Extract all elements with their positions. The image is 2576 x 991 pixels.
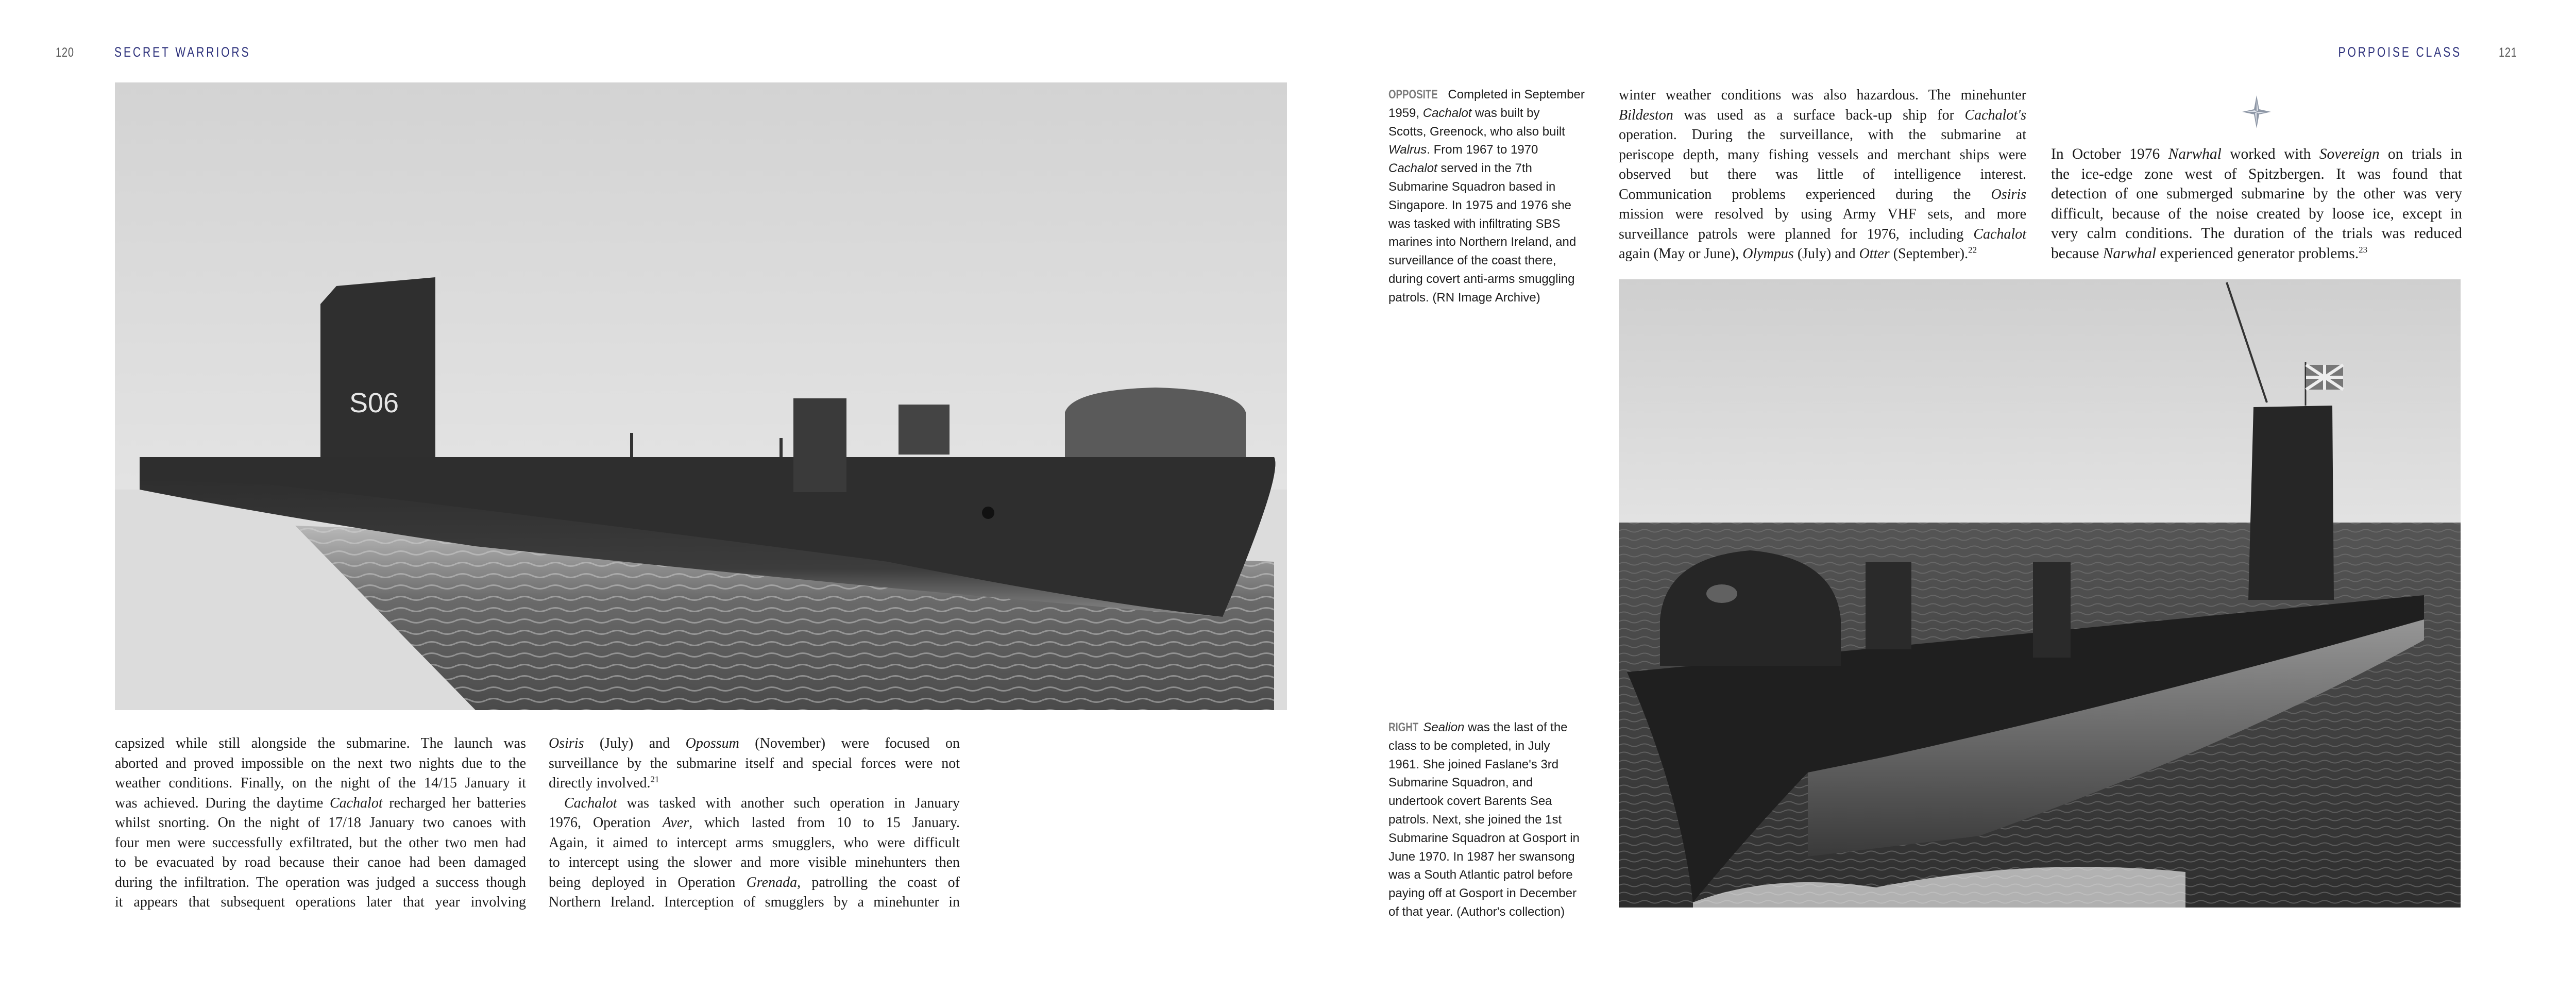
body-column-left-2 bbox=[549, 734, 960, 913]
text-line: Cachalot was tasked with another such operation in January bbox=[564, 795, 960, 811]
text-line: very calm conditions. The duration of the trials was reduced bbox=[2051, 225, 2462, 242]
text-line: Again, it aimed to intercept arms smugglers, who were difficult bbox=[549, 834, 960, 851]
text-line: 1976, Operation Aver, which lasted from 10 to 15 January. bbox=[549, 815, 960, 831]
text-line: Osiris (July) and Opossum (November) were focused on bbox=[549, 735, 960, 751]
text-line: difficult, because of the noise created by loose ice, except in bbox=[2051, 205, 2462, 222]
text-line: the ice-edge zone west of Spitzbergen. It was found that bbox=[2051, 165, 2462, 182]
running-head-left: SECRET WARRIORS bbox=[114, 44, 251, 60]
text-line: Bildeston was used as a surface back-up ship for Cachalot's bbox=[1619, 107, 2026, 123]
four-point-star-icon bbox=[2242, 95, 2271, 128]
footnote-ref: 21 bbox=[650, 774, 659, 784]
caption-label: RIGHT bbox=[1388, 720, 1419, 734]
text-line: during the infiltration. The operation was judged a success though bbox=[115, 874, 526, 891]
text-line: four men were successfully exfiltrated, but the other two men had bbox=[115, 834, 526, 851]
text-line: Northern Ireland. Interception of smugglers by a minehunter in bbox=[549, 894, 960, 910]
italic-term: Aver bbox=[662, 815, 689, 831]
caption-label: OPPOSITE bbox=[1388, 88, 1438, 102]
caption-line: Submarine Squadron at Gosport in bbox=[1388, 831, 1580, 845]
text-line: surveillance patrols were planned for 1976, including Cachalot bbox=[1619, 226, 2026, 242]
text-line: observed but there was little of intelligence interest. bbox=[1619, 166, 2026, 182]
caption-line: Scotts, Greenock, who also built bbox=[1388, 124, 1565, 139]
caption-line: undertook covert Barents Sea bbox=[1388, 794, 1552, 809]
italic-term: Osiris bbox=[549, 735, 584, 751]
page-number-left: 120 bbox=[56, 45, 74, 60]
text-line: winter weather conditions was also hazardous. The minehunter bbox=[1619, 87, 2026, 103]
italic-term: Narwhal bbox=[2103, 245, 2157, 262]
caption-line: marines into Northern Ireland, and bbox=[1388, 235, 1577, 249]
italic-term: Walrus bbox=[1388, 143, 1427, 157]
text-line: being deployed in Operation Grenada, patrolling the coast of bbox=[549, 874, 960, 891]
italic-term: Cachalot bbox=[1973, 226, 2026, 242]
text-line: whilst snorting. On the night of 17/18 January two canoes with bbox=[115, 815, 526, 831]
footnote-ref: 23 bbox=[2359, 244, 2368, 255]
caption-line: Cachalot served in the 7th bbox=[1388, 161, 1532, 176]
caption-line: Walrus. From 1967 to 1970 bbox=[1388, 143, 1538, 157]
caption-right bbox=[1388, 718, 1605, 921]
italic-term: Cachalot bbox=[329, 795, 383, 811]
running-head-right: PORPOISE CLASS bbox=[2338, 44, 2462, 60]
italic-term: Osiris bbox=[1991, 186, 2026, 203]
italic-term: Opossum bbox=[685, 735, 739, 751]
footnote-ref: 22 bbox=[1968, 245, 1977, 255]
text-line: to intercept using the slower and more visible minehunters then bbox=[549, 854, 960, 870]
caption-line: paying off at Gosport in December bbox=[1388, 886, 1577, 901]
italic-term: Otter bbox=[1859, 246, 1890, 262]
text-line: In October 1976 Narwhal worked with Sovereign on trials in bbox=[2051, 146, 2463, 162]
text-line: directly involved.$^{21}$ bbox=[549, 774, 659, 791]
text-line: capsized while still alongside the submarine. The launch was bbox=[115, 735, 526, 751]
caption-line: Singapore. In 1975 and 1976 she bbox=[1388, 198, 1571, 212]
caption-opposite bbox=[1388, 86, 1605, 307]
caption-line: RIGHT Sealion was the last of the bbox=[1388, 718, 1605, 737]
caption-line: of that year. (Author's collection) bbox=[1388, 904, 1565, 919]
italic-term: Bildeston bbox=[1619, 107, 1673, 123]
italic-term: Cachalot's bbox=[1964, 107, 2026, 123]
italic-term: Sealion bbox=[1423, 720, 1465, 734]
italic-term: Cachalot bbox=[1422, 106, 1472, 120]
caption-line: Submarine Squadron based in bbox=[1388, 179, 1556, 194]
photo-cachalot-submarine bbox=[115, 82, 1287, 710]
text-line: surveillance by the submarine itself and special forces were not bbox=[549, 755, 960, 771]
body-column-right-2 bbox=[2051, 144, 2462, 263]
caption-line: during covert anti-arms smuggling bbox=[1388, 272, 1575, 286]
text-line: Communication problems experienced during the Osiris bbox=[1619, 186, 2026, 203]
text-line: to be evacuated by road because their canoe had been damaged bbox=[115, 854, 526, 870]
caption-line: surveillance of the coast there, bbox=[1388, 254, 1556, 268]
italic-term: Narwhal bbox=[2168, 146, 2222, 162]
text-line: detection of one submerged submarine by the other was very bbox=[2051, 186, 2462, 202]
italic-term: Cachalot bbox=[1388, 161, 1437, 176]
caption-line: was a South Atlantic patrol before bbox=[1388, 868, 1573, 882]
body-column-right-1 bbox=[1619, 86, 2026, 264]
caption-line: OPPOSITE Completed in September bbox=[1388, 86, 1605, 104]
caption-line: June 1970. In 1987 her swansong bbox=[1388, 849, 1575, 864]
page-number-right: 121 bbox=[2499, 45, 2517, 60]
caption-line: 1959, Cachalot was built by bbox=[1388, 106, 1540, 120]
sail-number: S06 bbox=[349, 388, 399, 418]
text-line: it appears that subsequent operations later that year involving bbox=[115, 894, 526, 910]
italic-term: Cachalot bbox=[564, 795, 617, 811]
caption-line: patrols. Next, she joined the 1st bbox=[1388, 812, 1562, 827]
text-line: because Narwhal experienced generator problems.$^{23}$ bbox=[2051, 244, 2368, 262]
text-line: operation. During the surveillance, with the submarine at bbox=[1619, 127, 2026, 143]
caption-line: class to be completed, in July bbox=[1388, 738, 1550, 753]
photo-sealion-submarine bbox=[1619, 279, 2461, 908]
caption-lines bbox=[1388, 86, 1605, 307]
text-line: was achieved. During the daytime Cachalot recharged her batteries bbox=[115, 795, 526, 811]
text-line: periscope depth, many fishing vessels and merchant ships were bbox=[1619, 146, 2026, 163]
italic-term: Sovereign bbox=[2319, 146, 2380, 162]
caption-line: Submarine Squadron, and bbox=[1388, 776, 1533, 790]
caption-line: was tasked with infiltrating SBS bbox=[1388, 216, 1561, 231]
text-line: again (May or June), Olympus (July) and Otter (September).$^{22}$ bbox=[1619, 245, 1977, 262]
caption-line: 1961. She joined Faslane's 3rd bbox=[1388, 757, 1559, 771]
italic-term: Olympus bbox=[1742, 246, 1794, 262]
text-line: aborted and proved impossible on the next two nights due to the bbox=[115, 755, 526, 771]
text-line: mission were resolved by using Army VHF sets, and more bbox=[1619, 206, 2026, 222]
caption-line: patrols. (RN Image Archive) bbox=[1388, 290, 1540, 305]
text-line: weather conditions. Finally, on the night of the 14/15 January it bbox=[115, 775, 526, 791]
caption-lines bbox=[1388, 718, 1605, 921]
italic-term: Grenada bbox=[746, 874, 798, 891]
body-column-left-1 bbox=[115, 734, 526, 913]
